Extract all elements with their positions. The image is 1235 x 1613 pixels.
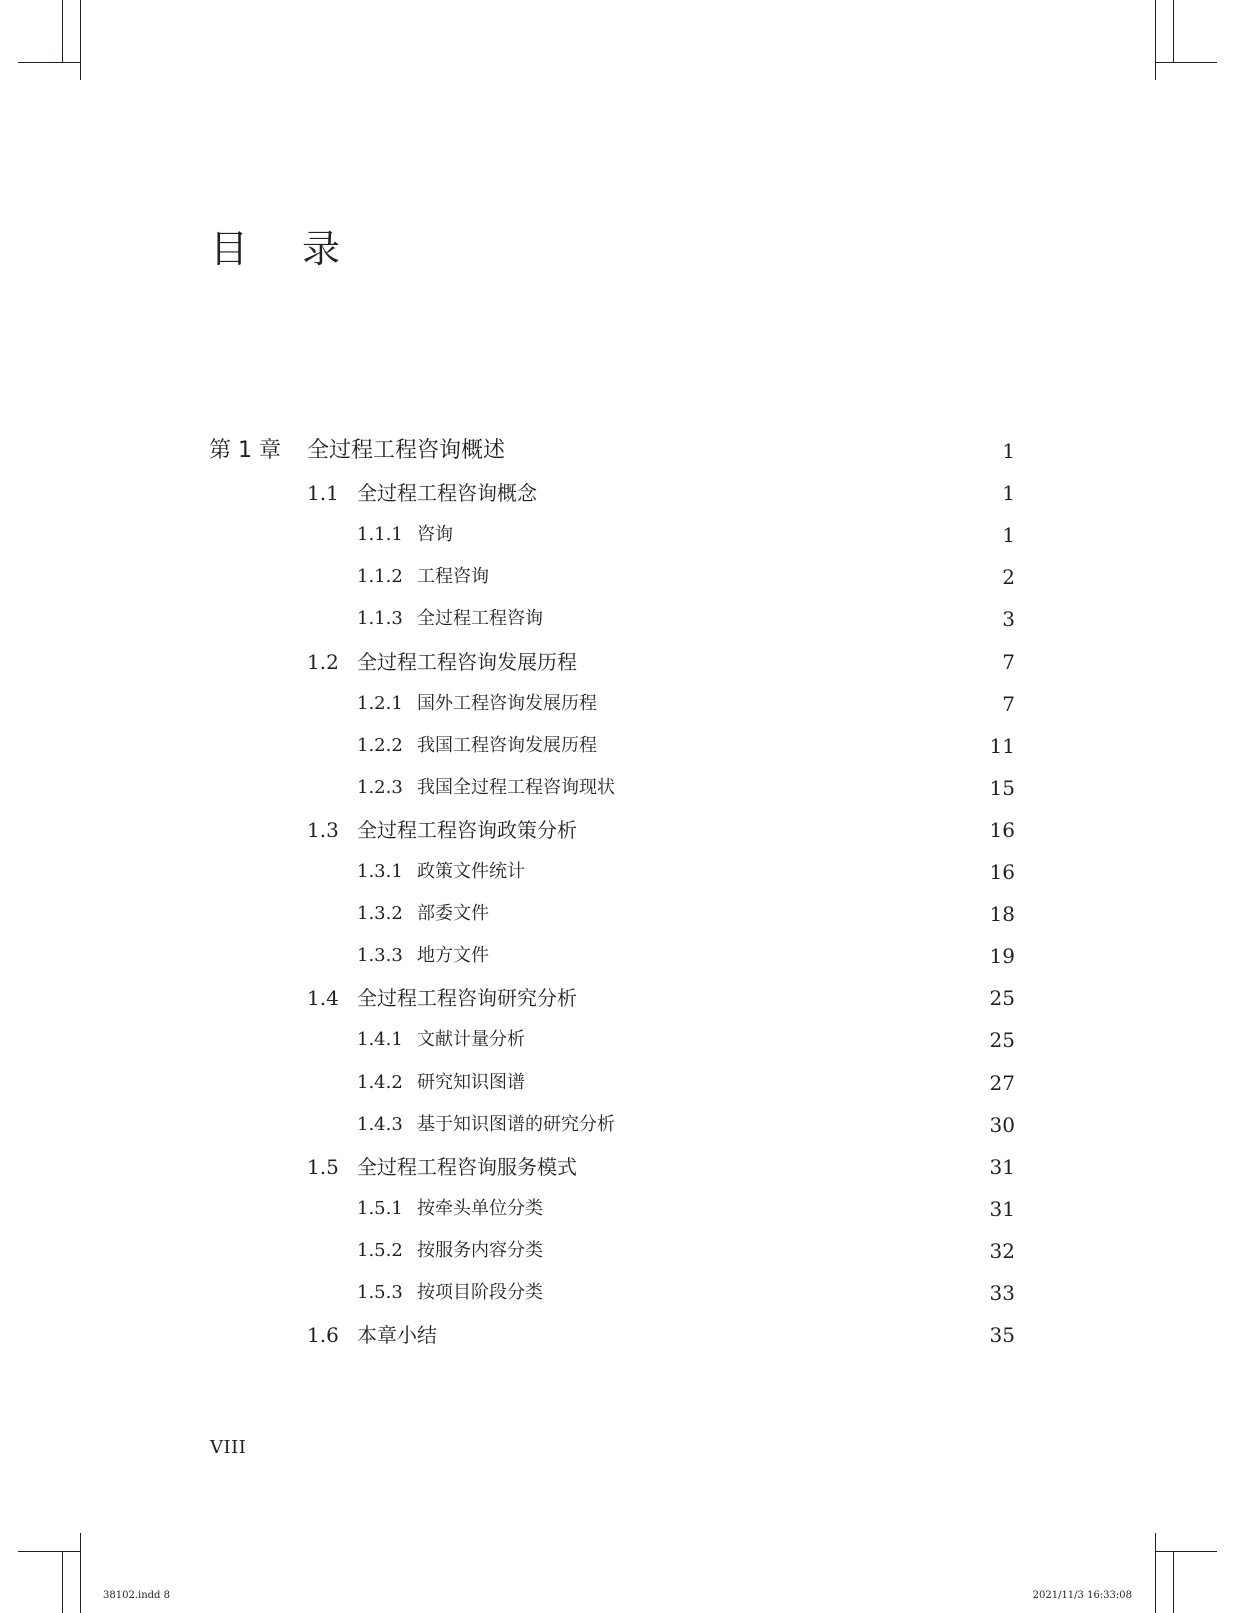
toc-entry-title: 全过程工程咨询 bbox=[417, 608, 543, 630]
toc-entry-number: 1.1 bbox=[307, 481, 339, 506]
toc-entry-number: 1.1.3 bbox=[357, 608, 403, 630]
toc-entry-title: 我国工程咨询发展历程 bbox=[417, 734, 597, 756]
toc-entry-title: 地方文件 bbox=[417, 945, 489, 967]
toc-entry-title: 按项目阶段分类 bbox=[417, 1282, 543, 1303]
page-title-char: 目 bbox=[210, 227, 249, 271]
toc-entry[interactable] bbox=[0, 729, 1235, 763]
toc-entry-page: 32 bbox=[989, 1238, 1015, 1263]
toc-entry-page: 7 bbox=[1002, 649, 1015, 674]
toc-entry-number: 第 1 章 bbox=[209, 438, 281, 463]
toc-entry-title: 基于知识图谱的研究分析 bbox=[417, 1113, 615, 1135]
toc-entry-title: 全过程工程咨询研究分析 bbox=[357, 986, 577, 1011]
toc-entry-page: 11 bbox=[989, 733, 1015, 758]
toc-entry[interactable] bbox=[0, 855, 1235, 889]
toc-entry-number: 1.3 bbox=[307, 817, 339, 842]
toc-entry[interactable] bbox=[0, 602, 1235, 636]
page-number: VIII bbox=[210, 1437, 247, 1458]
toc-entry-title: 研究知识图谱 bbox=[417, 1071, 525, 1093]
toc-entry[interactable] bbox=[0, 897, 1235, 931]
toc-entry-number: 1.4.1 bbox=[357, 1029, 403, 1051]
toc-entry-page: 1 bbox=[1002, 439, 1015, 463]
toc-entry-page: 35 bbox=[989, 1323, 1015, 1348]
toc-entry-title: 全过程工程咨询概述 bbox=[307, 438, 506, 463]
toc-entry-number: 1.5.2 bbox=[357, 1239, 403, 1261]
toc-entry[interactable] bbox=[0, 771, 1235, 805]
toc-entry[interactable] bbox=[0, 476, 1235, 510]
toc-entry-title: 国外工程咨询发展历程 bbox=[417, 692, 597, 714]
toc-entry[interactable] bbox=[0, 1234, 1235, 1268]
page-title-char: 录 bbox=[302, 227, 341, 271]
toc-entry-title: 咨询 bbox=[417, 524, 453, 546]
toc-entry-title: 政策文件统计 bbox=[417, 861, 525, 882]
toc-entry-page: 16 bbox=[989, 817, 1015, 842]
toc-entry-page: 16 bbox=[989, 860, 1015, 884]
toc-entry[interactable] bbox=[0, 1150, 1235, 1184]
toc-entry-page: 18 bbox=[989, 902, 1015, 927]
toc-entry-title: 全过程工程咨询政策分析 bbox=[357, 817, 577, 842]
toc-entry[interactable] bbox=[0, 1276, 1235, 1310]
toc-entry[interactable] bbox=[0, 939, 1235, 973]
toc-entry-number: 1.6 bbox=[307, 1323, 339, 1348]
toc-entry-number: 1.1.2 bbox=[357, 566, 403, 588]
toc-entry-page: 30 bbox=[989, 1112, 1015, 1137]
toc-entry-title: 按牵头单位分类 bbox=[417, 1197, 543, 1219]
toc-entry[interactable] bbox=[0, 1023, 1235, 1057]
toc-entry-title: 按服务内容分类 bbox=[417, 1239, 543, 1261]
toc-entry[interactable] bbox=[0, 434, 1235, 468]
toc-entry-number: 1.2.2 bbox=[357, 734, 403, 756]
toc-entry-title: 文献计量分析 bbox=[417, 1029, 525, 1051]
toc-entry-page: 1 bbox=[1002, 523, 1015, 548]
toc-entry-number: 1.3.1 bbox=[357, 861, 403, 882]
toc-entry-title: 全过程工程咨询发展历程 bbox=[357, 649, 577, 674]
toc-entry-number: 1.2 bbox=[307, 649, 339, 674]
toc-entry-page: 19 bbox=[989, 944, 1015, 969]
toc-entry[interactable] bbox=[0, 1066, 1235, 1100]
toc-entry-page: 1 bbox=[1002, 481, 1015, 506]
slug-datetime: 2021/11/3 16:33:08 bbox=[1032, 1590, 1132, 1601]
toc-entry-page: 7 bbox=[1002, 691, 1015, 716]
toc-entry-title: 工程咨询 bbox=[417, 566, 489, 588]
toc-entry-number: 1.5 bbox=[307, 1154, 339, 1179]
toc-entry[interactable] bbox=[0, 518, 1235, 552]
toc-entry-page: 2 bbox=[1002, 565, 1015, 590]
toc-entry-page: 25 bbox=[989, 1028, 1015, 1053]
toc-entry[interactable] bbox=[0, 981, 1235, 1015]
toc-entry[interactable] bbox=[0, 1318, 1235, 1352]
toc-entry-page: 25 bbox=[989, 986, 1015, 1011]
toc-entry[interactable] bbox=[0, 1108, 1235, 1142]
toc-entry-number: 1.1.1 bbox=[357, 524, 403, 546]
toc-entry-number: 1.3.3 bbox=[357, 945, 403, 967]
toc-entry-title: 部委文件 bbox=[417, 903, 489, 925]
toc-entry-page: 27 bbox=[989, 1070, 1015, 1095]
toc-entry-number: 1.4 bbox=[307, 986, 339, 1011]
toc-entry[interactable] bbox=[0, 813, 1235, 847]
toc-entry-number: 1.2.3 bbox=[357, 776, 403, 798]
toc-entry[interactable] bbox=[0, 687, 1235, 721]
toc-entry-number: 1.3.2 bbox=[357, 903, 403, 925]
toc-entry-number: 1.2.1 bbox=[357, 692, 403, 714]
toc-entry-page: 31 bbox=[989, 1154, 1015, 1179]
toc-entry-title: 我国全过程工程咨询现状 bbox=[417, 776, 615, 798]
toc-entry[interactable] bbox=[0, 1192, 1235, 1226]
toc-entry-page: 33 bbox=[989, 1281, 1015, 1305]
toc-entry[interactable] bbox=[0, 645, 1235, 679]
toc-entry-number: 1.5.1 bbox=[357, 1197, 403, 1219]
toc-entry-number: 1.5.3 bbox=[357, 1282, 403, 1303]
toc-entry-title: 全过程工程咨询概念 bbox=[357, 481, 537, 506]
toc-entry-number: 1.4.2 bbox=[357, 1071, 403, 1093]
toc-entry-page: 15 bbox=[989, 775, 1015, 800]
slug-file: 38102.indd 8 bbox=[103, 1590, 170, 1601]
toc-entry-page: 31 bbox=[989, 1196, 1015, 1221]
toc-entry-title: 本章小结 bbox=[357, 1323, 437, 1348]
toc-entry-page: 3 bbox=[1002, 607, 1015, 632]
toc-entry[interactable] bbox=[0, 560, 1235, 594]
toc-entry-title: 全过程工程咨询服务模式 bbox=[357, 1154, 577, 1179]
toc-entry-number: 1.4.3 bbox=[357, 1113, 403, 1135]
